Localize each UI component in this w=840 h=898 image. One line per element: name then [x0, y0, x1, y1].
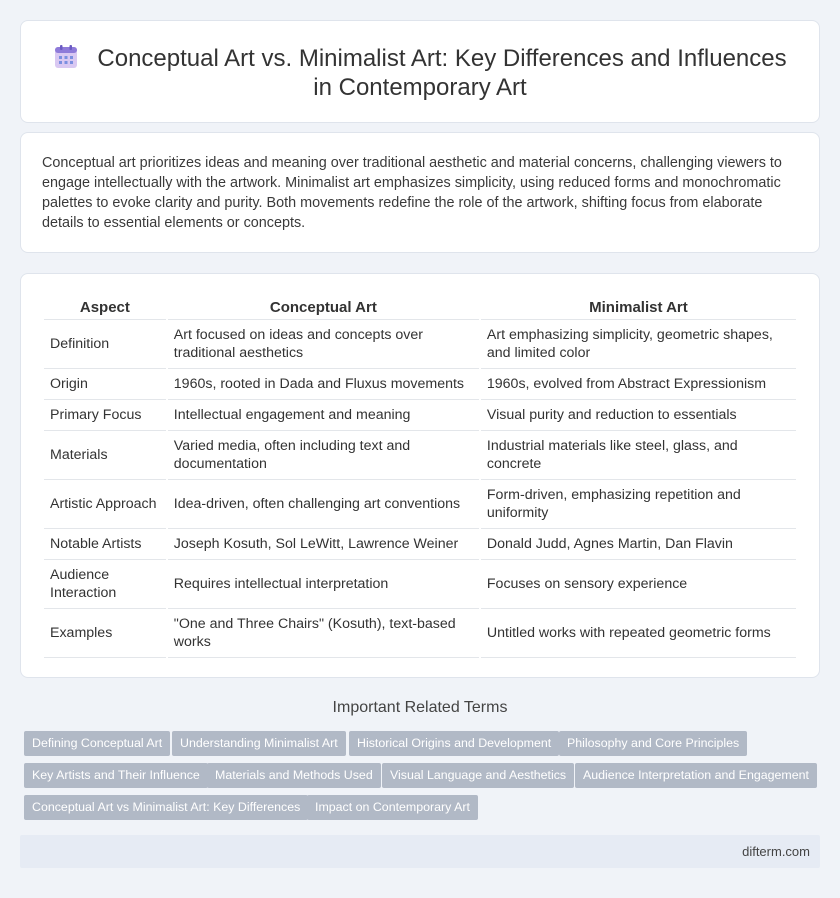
related-term-tag[interactable]: Historical Origins and Development: [349, 731, 559, 756]
related-term-tag[interactable]: Materials and Methods Used: [207, 763, 381, 788]
related-term-tag[interactable]: Philosophy and Core Principles: [559, 731, 747, 756]
page-title: Conceptual Art vs. Minimalist Art: Key Differences and Influences in Contemporary Art: [97, 45, 787, 101]
aspect-cell: Origin: [44, 369, 166, 400]
calendar-icon: [53, 44, 79, 70]
table-row: [44, 320, 796, 369]
table-row: [44, 560, 796, 609]
site-link[interactable]: difterm.com: [742, 844, 810, 859]
conceptual-cell: Art focused on ideas and concepts over traditional aesthetics: [168, 320, 479, 369]
minimalist-cell: Visual purity and reduction to essentials: [481, 400, 796, 431]
minimalist-cell: Untitled works with repeated geometric forms: [481, 609, 796, 658]
header-card: [20, 20, 820, 123]
aspect-cell: Materials: [44, 431, 166, 480]
related-term-tag[interactable]: Visual Language and Aesthetics: [382, 763, 574, 788]
table-header-row: [44, 296, 796, 320]
table-row: [44, 529, 796, 560]
related-term-tag[interactable]: Understanding Minimalist Art: [172, 731, 346, 756]
aspect-cell: Definition: [44, 320, 166, 369]
table-row: [44, 369, 796, 400]
table-row: [44, 609, 796, 658]
related-term-tag[interactable]: Key Artists and Their Influence: [24, 763, 208, 788]
aspect-cell: Primary Focus: [44, 400, 166, 431]
comparison-card: [20, 273, 820, 678]
minimalist-cell: Industrial materials like steel, glass, and concrete: [481, 431, 796, 480]
minimalist-cell: Focuses on sensory experience: [481, 560, 796, 609]
aspect-cell: Artistic Approach: [44, 480, 166, 529]
intro-paragraph: Conceptual art prioritizes ideas and meaning over traditional aesthetic and material concerns, challenging viewers to engage intellectually with the artwork. Minimalist art emphasizes simplicity, using reduced forms and monochromatic palettes to evoke clarity and purity. Both movements redefine the role of the artwork, shifting focus from elaborate details to essential elements or concepts.: [42, 155, 782, 231]
column-header: Minimalist Art: [481, 296, 796, 320]
table-row: [44, 400, 796, 431]
aspect-cell: Examples: [44, 609, 166, 658]
conceptual-cell: Intellectual engagement and meaning: [168, 400, 479, 431]
conceptual-cell: Requires intellectual interpretation: [168, 560, 479, 609]
related-term-tag[interactable]: Conceptual Art vs Minimalist Art: Key Differences: [24, 795, 308, 820]
conceptual-cell: Varied media, often including text and documentation: [168, 431, 479, 480]
column-header: Conceptual Art: [168, 296, 479, 320]
conceptual-cell: "One and Three Chairs" (Kosuth), text-based works: [168, 609, 479, 658]
related-term-tag[interactable]: Defining Conceptual Art: [24, 731, 170, 756]
related-term-tag[interactable]: Impact on Contemporary Art: [307, 795, 478, 820]
comparison-table: [42, 296, 798, 658]
table-row: [44, 431, 796, 480]
aspect-cell: Audience Interaction: [44, 560, 166, 609]
minimalist-cell: Art emphasizing simplicity, geometric shapes, and limited color: [481, 320, 796, 369]
minimalist-cell: 1960s, evolved from Abstract Expressionism: [481, 369, 796, 400]
footer: [20, 835, 820, 868]
minimalist-cell: Form-driven, emphasizing repetition and uniformity: [481, 480, 796, 529]
aspect-cell: Notable Artists: [44, 529, 166, 560]
intro-card: [20, 132, 820, 253]
related-terms-title: Important Related Terms: [332, 699, 508, 716]
conceptual-cell: 1960s, rooted in Dada and Fluxus movements: [168, 369, 479, 400]
minimalist-cell: Donald Judd, Agnes Martin, Dan Flavin: [481, 529, 796, 560]
column-header: Aspect: [44, 296, 166, 320]
related-term-tag[interactable]: Audience Interpretation and Engagement: [575, 763, 817, 788]
table-row: [44, 480, 796, 529]
conceptual-cell: Joseph Kosuth, Sol LeWitt, Lawrence Weiner: [168, 529, 479, 560]
conceptual-cell: Idea-driven, often challenging art conventions: [168, 480, 479, 529]
